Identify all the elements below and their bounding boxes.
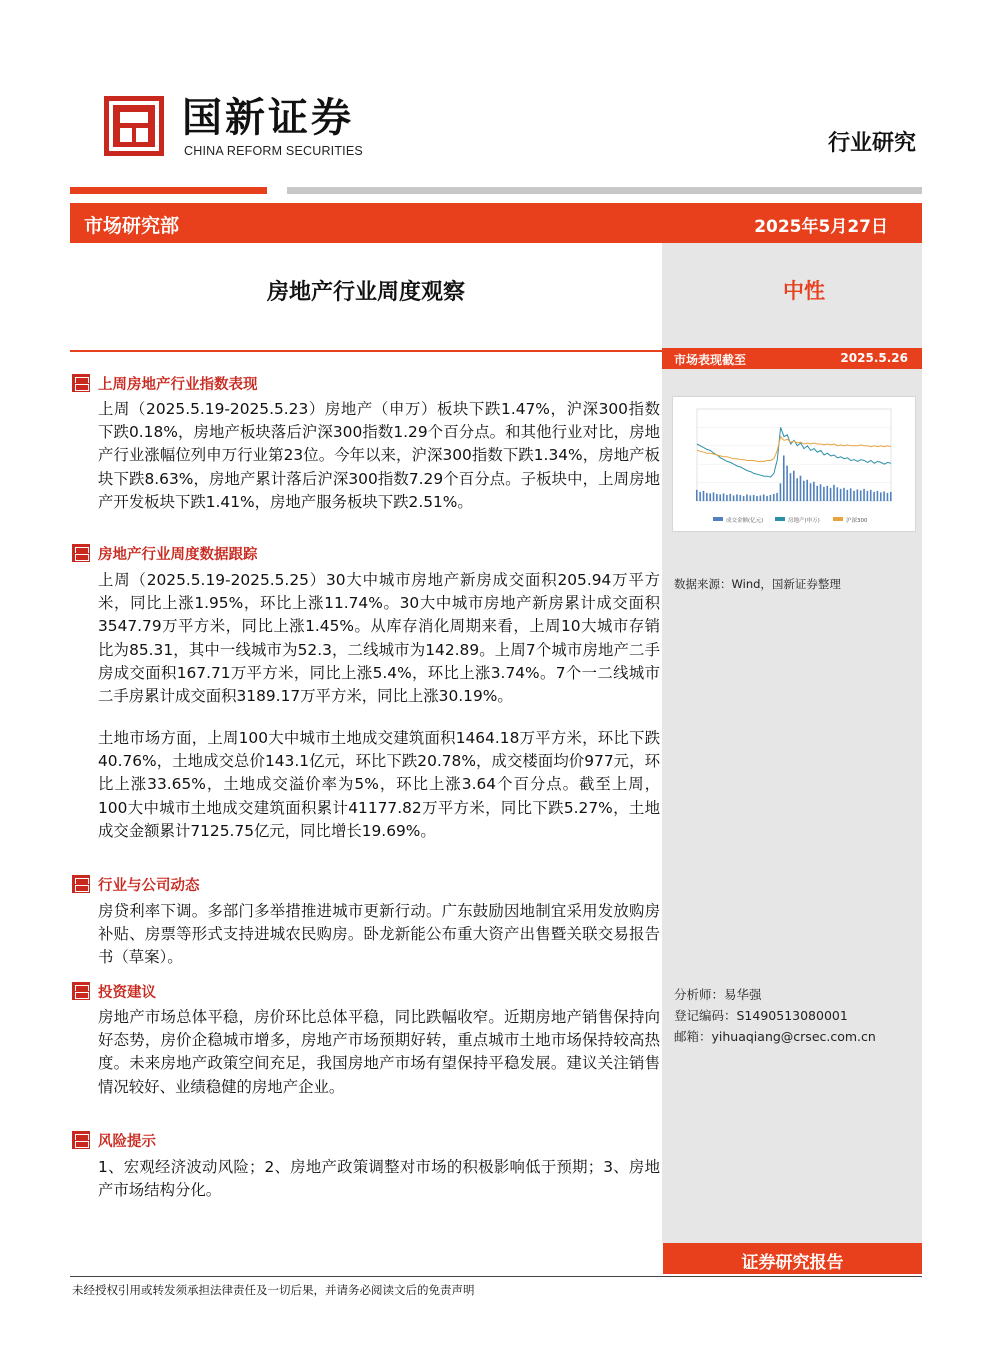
chart-legend-swatch bbox=[833, 517, 843, 521]
chart-bar bbox=[857, 489, 859, 501]
section-paragraph: 上周（2025.5.19-2025.5.25）30大中城市房地产新房成交面积205.94万平方米，同比上涨1.95%，环比上涨11.74%。30大中城市房地产新房累计成交面积3547.79万平方米，同比上涨1.45%。从库存消化周期来看，上周10大城市存销比为85.31，其中一线城市为52.3，二线城市为142.89。上周7个城市房地产二手房成交面积167.71万平方米，同比上涨5.4%，环比上涨3.74%。7个一二线城市二手房累计成交面积3189.17万平方米，同比上涨30.19%。 bbox=[98, 571, 660, 706]
report-label: 证券研究报告 bbox=[741, 1253, 844, 1273]
section-paragraph: 房地产市场总体平稳，房价环比总体平稳，同比跌幅收窄。近期房地产销售保持向好态势，房价企稳城市增多，房地产市场预期好转，重点城市土地市场保持较高热度。未来房地产政策空间充足，我国房地产市场有望保持平稳发展。建议关注销售情况较好、业绩稳健的房地产企业。 bbox=[98, 1008, 660, 1096]
brand-name: 国新证券 bbox=[182, 95, 354, 141]
section-heading bbox=[72, 1130, 156, 1150]
chart-bar bbox=[833, 485, 835, 501]
chart-bar bbox=[863, 489, 865, 501]
market-date: 2025.5.26 bbox=[840, 351, 908, 365]
chart-bar bbox=[696, 490, 698, 501]
section-title: 房地产行业周度数据跟踪 bbox=[98, 545, 258, 563]
chart-bar bbox=[760, 495, 762, 501]
analyst-reg: 登记编码：S1490513080001 bbox=[674, 1008, 848, 1023]
disclaimer: 未经授权引用或转发须承担法律责任及一切后果，并请务必阅读文后的免责声明 bbox=[72, 1283, 475, 1297]
section-bullet-icon bbox=[72, 1131, 90, 1149]
chart-bar bbox=[770, 495, 772, 501]
section-bullet-icon bbox=[72, 982, 90, 1000]
section-bullet-icon bbox=[72, 374, 90, 392]
chart-bar bbox=[750, 495, 752, 501]
chart-bar bbox=[729, 494, 731, 501]
chart-legend-swatch bbox=[713, 517, 723, 521]
chart-bar bbox=[796, 478, 798, 501]
header-band bbox=[70, 203, 922, 243]
chart-bar bbox=[823, 487, 825, 501]
section-title: 上周房地产行业指数表现 bbox=[98, 375, 258, 393]
chart-bar bbox=[753, 495, 755, 501]
analyst-name: 分析师：易华强 bbox=[674, 987, 762, 1002]
section-paragraph: 土地市场方面，上周100大中城市土地成交建筑面积1464.18万平方米，环比下跌40.76%，土地成交总价143.1亿元，环比下跌20.78%，成交楼面均价977元，环比上涨33.65%，土地成交溢价率为5%，环比上涨3.64个百分点。截至上周，100大中城市土地成交建筑面积累计41177.82万平方米，同比下跌5.27%，土地成交金额累计7125.75亿元，同比增长19.69%。 bbox=[98, 729, 660, 840]
section-heading bbox=[72, 874, 200, 894]
section-paragraph: 上周（2025.5.19-2025.5.23）房地产（申万）板块下跌1.47%，沪深300指数下跌0.18%，房地产板块落后沪深300指数1.29个百分点。和其他行业对比，房地产行业涨幅位列申万行业第23位。今年以来，沪深300指数下跌1.34%，房地产板块下跌8.63%，房地产累计落后沪深300指数7.29个百分点。子板块中，上周房地产开发板块下跌1.41%，房地产服务板块下跌2.51%。 bbox=[98, 400, 660, 511]
accent-bar-red bbox=[70, 187, 267, 194]
chart-bar bbox=[890, 492, 892, 501]
chart-bar bbox=[836, 487, 838, 501]
chart-bar bbox=[800, 476, 802, 501]
chart-legend-swatch bbox=[775, 517, 785, 521]
section-title: 行业与公司动态 bbox=[98, 876, 200, 894]
chart-bar bbox=[790, 473, 792, 501]
brand-name-en: CHINA REFORM SECURITIES bbox=[184, 144, 363, 158]
chart-bar bbox=[820, 484, 822, 501]
chart-legend-label: 沪深300 bbox=[846, 518, 868, 524]
chart-bar bbox=[786, 466, 788, 501]
chart-bar bbox=[873, 492, 875, 501]
chart-bar bbox=[733, 495, 735, 501]
market-label: 市场表现截至 bbox=[674, 353, 747, 367]
section-paragraph: 房贷利率下调。多部门多举措推进城市更新行动。广东鼓励因地制宜采用发放购房补贴、房票等形式支持进城农民购房。卧龙新能公布重大资产出售暨关联交易报告书（草案）。 bbox=[98, 902, 660, 967]
chart-bar bbox=[756, 496, 758, 501]
chart-legend-label: 房地产(申万) bbox=[788, 518, 820, 524]
analyst-info bbox=[674, 984, 876, 1047]
report-title: 房地产行业周度观察 bbox=[266, 279, 465, 305]
market-band bbox=[662, 348, 922, 369]
chart-bar bbox=[783, 455, 785, 501]
section-bullet-icon bbox=[72, 875, 90, 893]
chart-bar bbox=[830, 488, 832, 501]
footer-rule bbox=[70, 1276, 922, 1277]
chart-bar bbox=[703, 491, 705, 501]
chart-bar bbox=[880, 492, 882, 501]
section-heading bbox=[72, 373, 258, 393]
chart-bar bbox=[766, 496, 768, 501]
chart-bar bbox=[850, 488, 852, 501]
chart-bar bbox=[806, 480, 808, 501]
chart-bar bbox=[853, 491, 855, 501]
chart-bar bbox=[867, 491, 869, 501]
section-heading bbox=[72, 981, 156, 1001]
chart-bar bbox=[870, 490, 872, 501]
section-bullet-icon bbox=[72, 544, 90, 562]
chart-bar bbox=[763, 494, 765, 501]
chart-bar bbox=[719, 494, 721, 501]
department: 市场研究部 bbox=[84, 215, 180, 237]
chart-bar bbox=[803, 481, 805, 501]
market-chart bbox=[672, 396, 916, 532]
rating: 中性 bbox=[783, 278, 825, 303]
chart-bar bbox=[699, 492, 701, 501]
chart-bar bbox=[877, 491, 879, 501]
chart-line-1 bbox=[697, 427, 891, 477]
doc-type: 行业研究 bbox=[827, 130, 916, 156]
side-panel bbox=[662, 243, 922, 1243]
section-paragraph: 1、宏观经济波动风险；2、房地产政策调整对市场的积极影响低于预期；3、房地产市场结构分化。 bbox=[98, 1158, 660, 1200]
title-divider bbox=[70, 350, 662, 352]
section-title: 投资建议 bbox=[98, 983, 156, 1001]
chart-bar bbox=[816, 486, 818, 501]
chart-bar bbox=[860, 490, 862, 501]
section-title: 风险提示 bbox=[98, 1132, 156, 1150]
chart-bar bbox=[746, 494, 748, 501]
accent-bar-gray bbox=[287, 187, 922, 194]
chart-bar bbox=[716, 494, 718, 501]
chart-bar bbox=[776, 493, 778, 501]
chart-bar bbox=[840, 489, 842, 501]
report-label-band bbox=[663, 1243, 922, 1274]
chart-bar bbox=[736, 494, 738, 501]
chart-bar bbox=[709, 493, 711, 501]
chart-bar bbox=[739, 495, 741, 501]
chart-bar bbox=[826, 486, 828, 501]
chart-bar bbox=[887, 493, 889, 501]
chart-bar bbox=[743, 496, 745, 501]
brand-logo bbox=[104, 96, 376, 160]
chart-bar bbox=[713, 492, 715, 501]
logo-mark-icon bbox=[104, 96, 164, 156]
chart-bar bbox=[780, 483, 782, 501]
chart-bar bbox=[843, 488, 845, 501]
chart-bar bbox=[793, 471, 795, 501]
chart-bar bbox=[847, 490, 849, 501]
chart-bar bbox=[723, 493, 725, 501]
report-date: 2025年5月27日 bbox=[754, 217, 888, 237]
market-chart-svg bbox=[673, 397, 915, 531]
analyst-email: 邮箱：yihuaqiang@crsec.com.cn bbox=[674, 1029, 876, 1044]
chart-bar bbox=[810, 483, 812, 501]
data-source: 数据来源：Wind，国新证券整理 bbox=[674, 577, 841, 591]
chart-bar bbox=[706, 493, 708, 501]
section-heading bbox=[72, 543, 258, 563]
chart-legend-label: 成交金额(亿元) bbox=[726, 518, 764, 524]
chart-bar bbox=[773, 494, 775, 501]
chart-bar bbox=[726, 495, 728, 501]
chart-bar bbox=[813, 482, 815, 501]
chart-bar bbox=[883, 491, 885, 501]
